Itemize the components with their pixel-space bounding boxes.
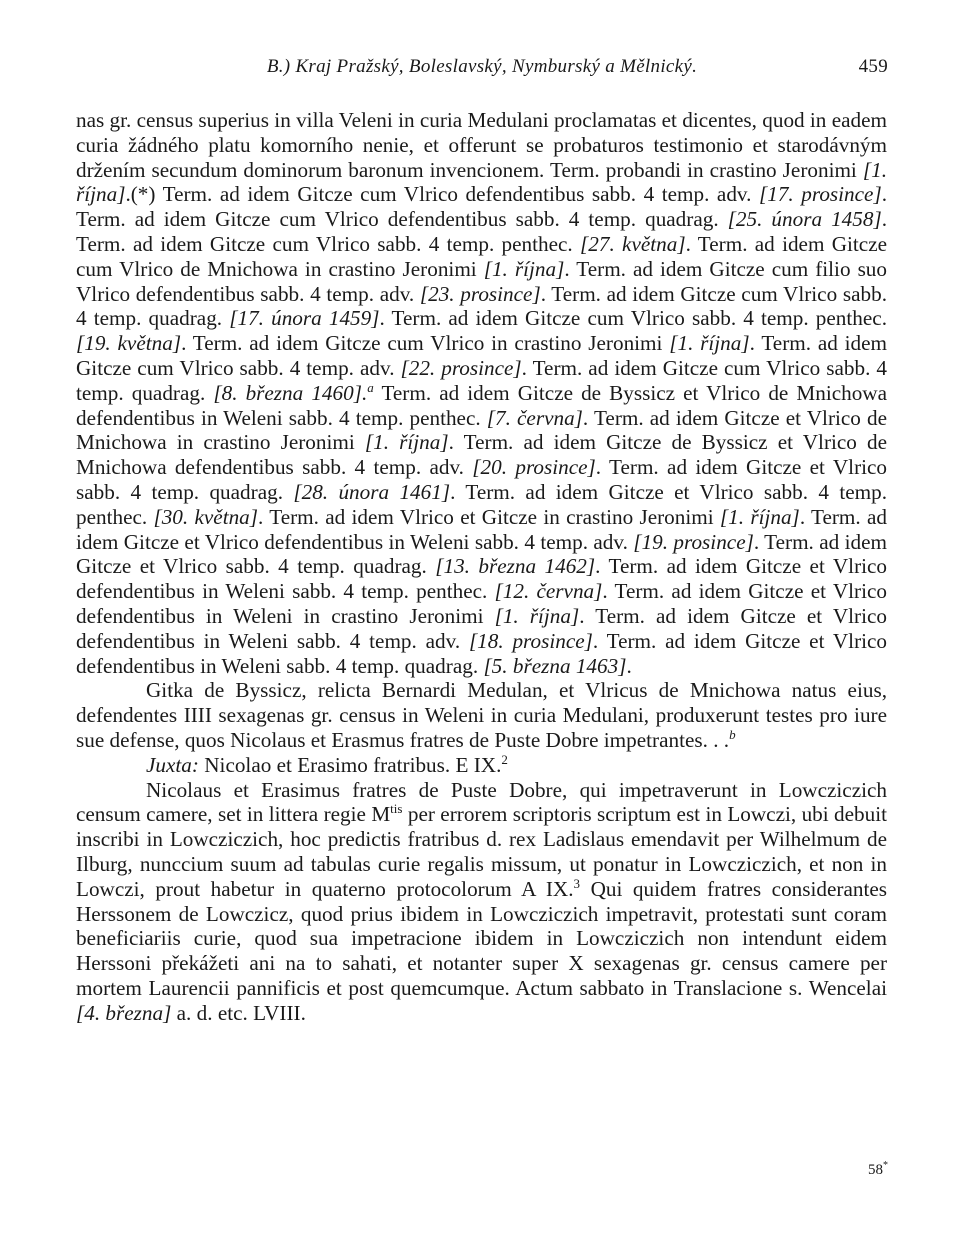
text-run: . Term. ad idem Gitcze cum Vlrico sabb. 4 temp. penthec.: [379, 306, 887, 331]
date-annotation: [1. října]: [483, 256, 565, 281]
body-text: [76, 108, 887, 1025]
footnote-mark: 2: [501, 751, 508, 767]
date-annotation: [17. prosince]: [758, 182, 882, 207]
text-run: Nicolao et Erasimo fratribus. E IX.: [198, 752, 502, 777]
text-run: . Term. ad idem Gitcze cum Vlrico defendentibus sabb. 4 temp. quadrag.: [76, 182, 887, 232]
date-annotation: [18. prosince]: [468, 628, 593, 653]
text-run: . Term. ad idem Vlrico et Gitcze in crastino Jeronimi: [258, 504, 720, 529]
date-annotation: Juxta:: [146, 752, 199, 777]
date-annotation: [20. prosince]: [472, 455, 596, 480]
date-annotation: [7. června]: [486, 405, 583, 430]
date-annotation: [19. května]: [76, 331, 182, 356]
date-annotation: [19. prosince]: [633, 529, 754, 554]
text-run: Gitka de Byssicz, relicta Bernardi Medulan, et Vlricus de Mnichowa natus eius, defendentes IIII sexagenas gr. census in Weleni in curia Medulani, produxerunt testes pro iure sue defense, quos Nicolaus et Erasmus fratres de Puste Dobre impetrantes. . .: [76, 678, 887, 752]
text-run: . Term. ad idem Gitcze cum Vlrico sabb. 4 temp. penthec.: [76, 207, 887, 256]
footnote-mark: a: [367, 379, 374, 395]
text-run: . Term. ad idem Gitcze cum Vlrico sabb. 4 temp. quadrag.: [76, 355, 887, 405]
text-run: Qui quidem fratres considerantes Herssonem de Lowczicz, quod prius ibidem in Lowcziczich impetravit, protestati sunt coram beneficiariis curie, quod sua impetracione ibidem in Lowcziczich non intendunt eidem Herssoni překážeti ani na to sahati, et notanter super X sexagenas gr. census camere per mortem Laurencii pannificis et post quemcumque. Actum sabbato in Translacione s. Wencelai: [76, 876, 887, 1000]
footnote-mark: b: [729, 726, 736, 742]
footnote-mark: tis: [390, 801, 403, 817]
date-annotation: [1. října]: [494, 603, 580, 628]
text-run: . Term. ad idem Gitcze cum Vlrico sabb. 4 temp. quadrag.: [76, 281, 887, 331]
paragraph: [76, 753, 887, 778]
date-annotation: [23. prosince]: [419, 281, 541, 306]
signature-asterisk: *: [883, 1160, 888, 1171]
date-annotation: [28. února 1461]: [293, 479, 451, 504]
date-annotation: [4. března]: [76, 1000, 172, 1025]
text-run: . Term. ad idem Gitcze cum filio suo Vlrico defendentibus sabb. 4 temp. adv.: [76, 256, 887, 306]
text-run: nas gr. census superius in villa Veleni in curia Medulani proclamatas et dicentes, quod in eadem curia žádného platu komorního nenie, et offerunt se probaturos testimonio et starodávným držením secundum dominorum baronum invencionem. Term. probandi in crastino Jeronimi: [76, 108, 887, 182]
paragraph: [76, 108, 887, 678]
text-run: per errorem scriptoris scriptum est in Lowczi, ubi debuit inscribi in Lowcziczich, hoc predictis fratribus d. rex Ladislaus emendavit per Wilhelmum de Ilburg, nunccium suum ad tabulas curie regalis missum, ut ponatur in Lowcziczich, et non in Lowczi, prout habetur in quaterno protocolorum A IX.: [76, 802, 887, 901]
date-annotation: [17. února 1459]: [229, 306, 380, 331]
date-annotation: [25. února 1458]: [727, 207, 882, 232]
date-annotation: [27. května]: [580, 231, 686, 256]
text-run: . Term. ad idem Gitcze cum Vlrico in crastino Jeronimi: [181, 331, 670, 356]
date-annotation: [13. března 1462]: [435, 554, 596, 579]
text-run: Term. ad idem Gitcze de Byssicz et Vlrico de Mnichowa defendentibus in Weleni sabb. 4 temp. penthec.: [76, 380, 888, 430]
text-run: . Term. ad idem Gitcze et Vlrico defendentibus in Weleni sabb. 4 temp. penthec.: [76, 554, 888, 604]
paragraph: [76, 678, 887, 752]
signature-number: 58: [868, 1162, 883, 1178]
footnote-mark: 3: [573, 875, 581, 891]
text-run: . Term. ad idem Gitcze et Vlrico defendentibus in Weleni sabb. 4 temp. adv.: [76, 603, 888, 653]
text-run: .: [626, 653, 632, 678]
text-run: . Term. ad idem Gitcze et Vlrico de Mnichowa in crastino Jeronimi: [76, 405, 887, 455]
running-title: B.) Kraj Pražský, Boleslavský, Nymburský a Mělnický.: [266, 56, 698, 77]
date-annotation: .: [361, 380, 368, 405]
text-run: . Term. ad idem Gitcze et Vlrico defendentibus in Weleni in crastino Jeronimi: [76, 579, 887, 628]
text-run: . Term. ad idem Gitcze et Vlrico sabb. 4 temp. quadrag.: [76, 529, 887, 579]
page-number: 459: [858, 56, 888, 77]
text-run: Nicolaus et Erasimus fratres de Puste Dobre, qui impetraverunt in Lowcziczich censum camere, set in littera regie M: [76, 777, 887, 827]
text-run: . Term. ad idem Gitcze et Vlrico defendentibus in Weleni sabb. 4 temp. adv.: [76, 504, 888, 554]
date-annotation: [1. října]: [669, 331, 750, 356]
date-annotation: [30. května]: [153, 504, 259, 529]
date-annotation: [22. prosince]: [400, 355, 522, 380]
text-run: .(*) Term. ad idem Gitcze cum Vlrico defendentibus sabb. 4 temp. adv.: [125, 182, 759, 207]
text-run: . Term. ad idem Gitcze et Vlrico sabb. 4 temp. penthec.: [76, 479, 887, 529]
running-header: [76, 56, 888, 86]
date-annotation: [1. října]: [364, 430, 449, 455]
date-annotation: [1. října]: [76, 157, 887, 207]
date-annotation: [5. března 1463]: [483, 653, 627, 678]
date-annotation: [1. října]: [719, 504, 800, 529]
text-run: a. d. etc. LVIII.: [171, 1000, 306, 1025]
text-run: . Term. ad idem Gitcze et Vlrico defendentibus in Weleni sabb. 4 temp. quadrag.: [76, 628, 888, 678]
text-run: . Term. ad idem Gitcze de Byssicz et Vlrico de Mnichowa defendentibus sabb. 4 temp. adv.: [76, 430, 888, 480]
text-run: . Term. ad idem Gitcze cum Vlrico de Mnichowa in crastino Jeronimi: [76, 231, 888, 281]
text-run: . Term. ad idem Gitcze et Vlrico sabb. 4 temp. quadrag.: [76, 455, 888, 504]
text-run: . Term. ad idem Gitcze cum Vlrico sabb. 4 temp. adv.: [76, 331, 887, 380]
date-annotation: [8. března 1460]: [213, 380, 362, 405]
signature-mark: [868, 1162, 888, 1179]
paragraph: [76, 778, 887, 1026]
date-annotation: [12. června]: [494, 579, 603, 604]
